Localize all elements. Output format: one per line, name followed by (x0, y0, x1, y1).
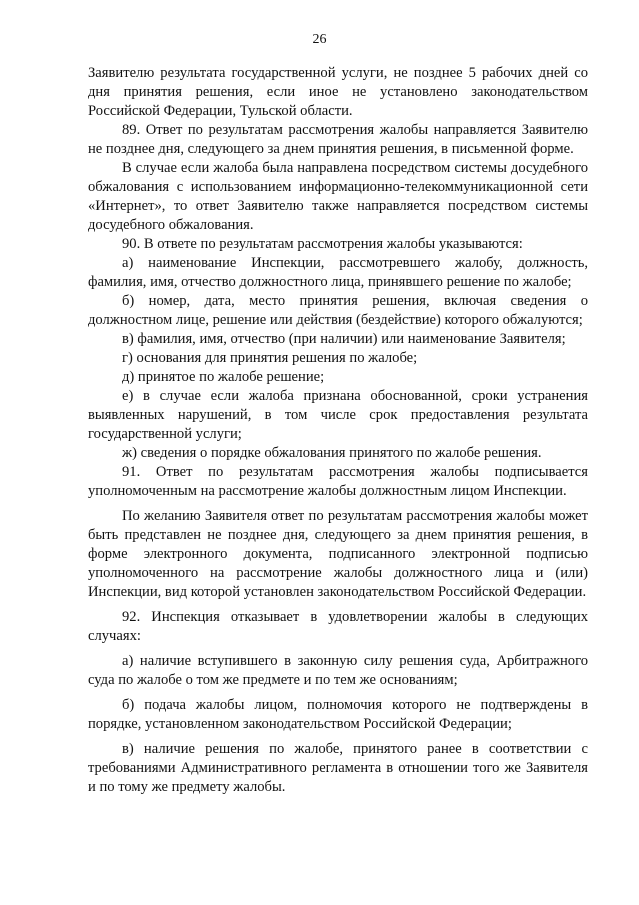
paragraph-continuation: Заявителю результата государственной услуги, не позднее 5 рабочих дней со дня принятия решения, если иное не установлено законодательством Российской Федерации, Тульской области. (88, 65, 588, 119)
paragraph-92: 92. Инспекция отказывает в удовлетворении жалобы в следующих случаях: (88, 609, 588, 644)
list-item-90e: е) в случае если жалоба признана обоснованной, сроки устранения выявленных нарушений, в том числе срок предоставления результата государственной услуги; (88, 388, 588, 442)
paragraph-89-online: В случае если жалоба была направлена посредством системы досудебного обжалования с использованием информационно-телекоммуникационной сети «Интернет», то ответ Заявителю также направляется посредством системы досудебного обжалования. (88, 160, 588, 233)
list-item-92a: а) наличие вступившего в законную силу решения суда, Арбитражного суда по жалобе о том же предмете и по тем же основаниям; (88, 653, 588, 688)
paragraph-91: 91. Ответ по результатам рассмотрения жалобы подписывается уполномоченным на рассмотрение жалобы должностным лицом Инспекции. (88, 464, 588, 499)
paragraph-91-electronic: По желанию Заявителя ответ по результатам рассмотрения жалобы может быть представлен не позднее дня, следующего за днем принятия решения, в форме электронного документа, подписанного электронной подписью уполномоченного на рассмотрение жалобы должностного лица и (или) Инспекции, вид которой установлен законодательством Российской Федерации. (88, 508, 588, 600)
list-item-90b: б) номер, дата, место принятия решения, включая сведения о должностном лице, решение или действия (бездействие) которого обжалуются; (88, 293, 588, 328)
paragraph-89: 89. Ответ по результатам рассмотрения жалобы направляется Заявителю не позднее дня, следующего за днем принятия решения, в письменной форме. (88, 122, 588, 157)
list-item-90a: а) наименование Инспекции, рассмотревшего жалобу, должность, фамилия, имя, отчество должностного лица, принявшего решение по жалобе; (88, 255, 588, 290)
page-number: 26 (312, 32, 327, 47)
paragraph-90: 90. В ответе по результатам рассмотрения жалобы указываются: (122, 236, 523, 252)
list-item-90zh: ж) сведения о порядке обжалования принятого по жалобе решения. (122, 445, 542, 461)
list-item-92v: в) наличие решения по жалобе, принятого ранее в соответствии с требованиями Административного регламента в отношении того же Заявителя и по тому же предмету жалобы. (88, 741, 588, 795)
document-body (88, 64, 588, 797)
list-item-92b: б) подача жалобы лицом, полномочия которого не подтверждены в порядке, установленном законодательством Российской Федерации; (88, 697, 588, 732)
list-item-90d: д) принятое по жалобе решение; (122, 369, 325, 385)
list-item-90g: г) основания для принятия решения по жалобе; (122, 350, 418, 366)
list-item-90v: в) фамилия, имя, отчество (при наличии) или наименование Заявителя; (122, 331, 566, 347)
